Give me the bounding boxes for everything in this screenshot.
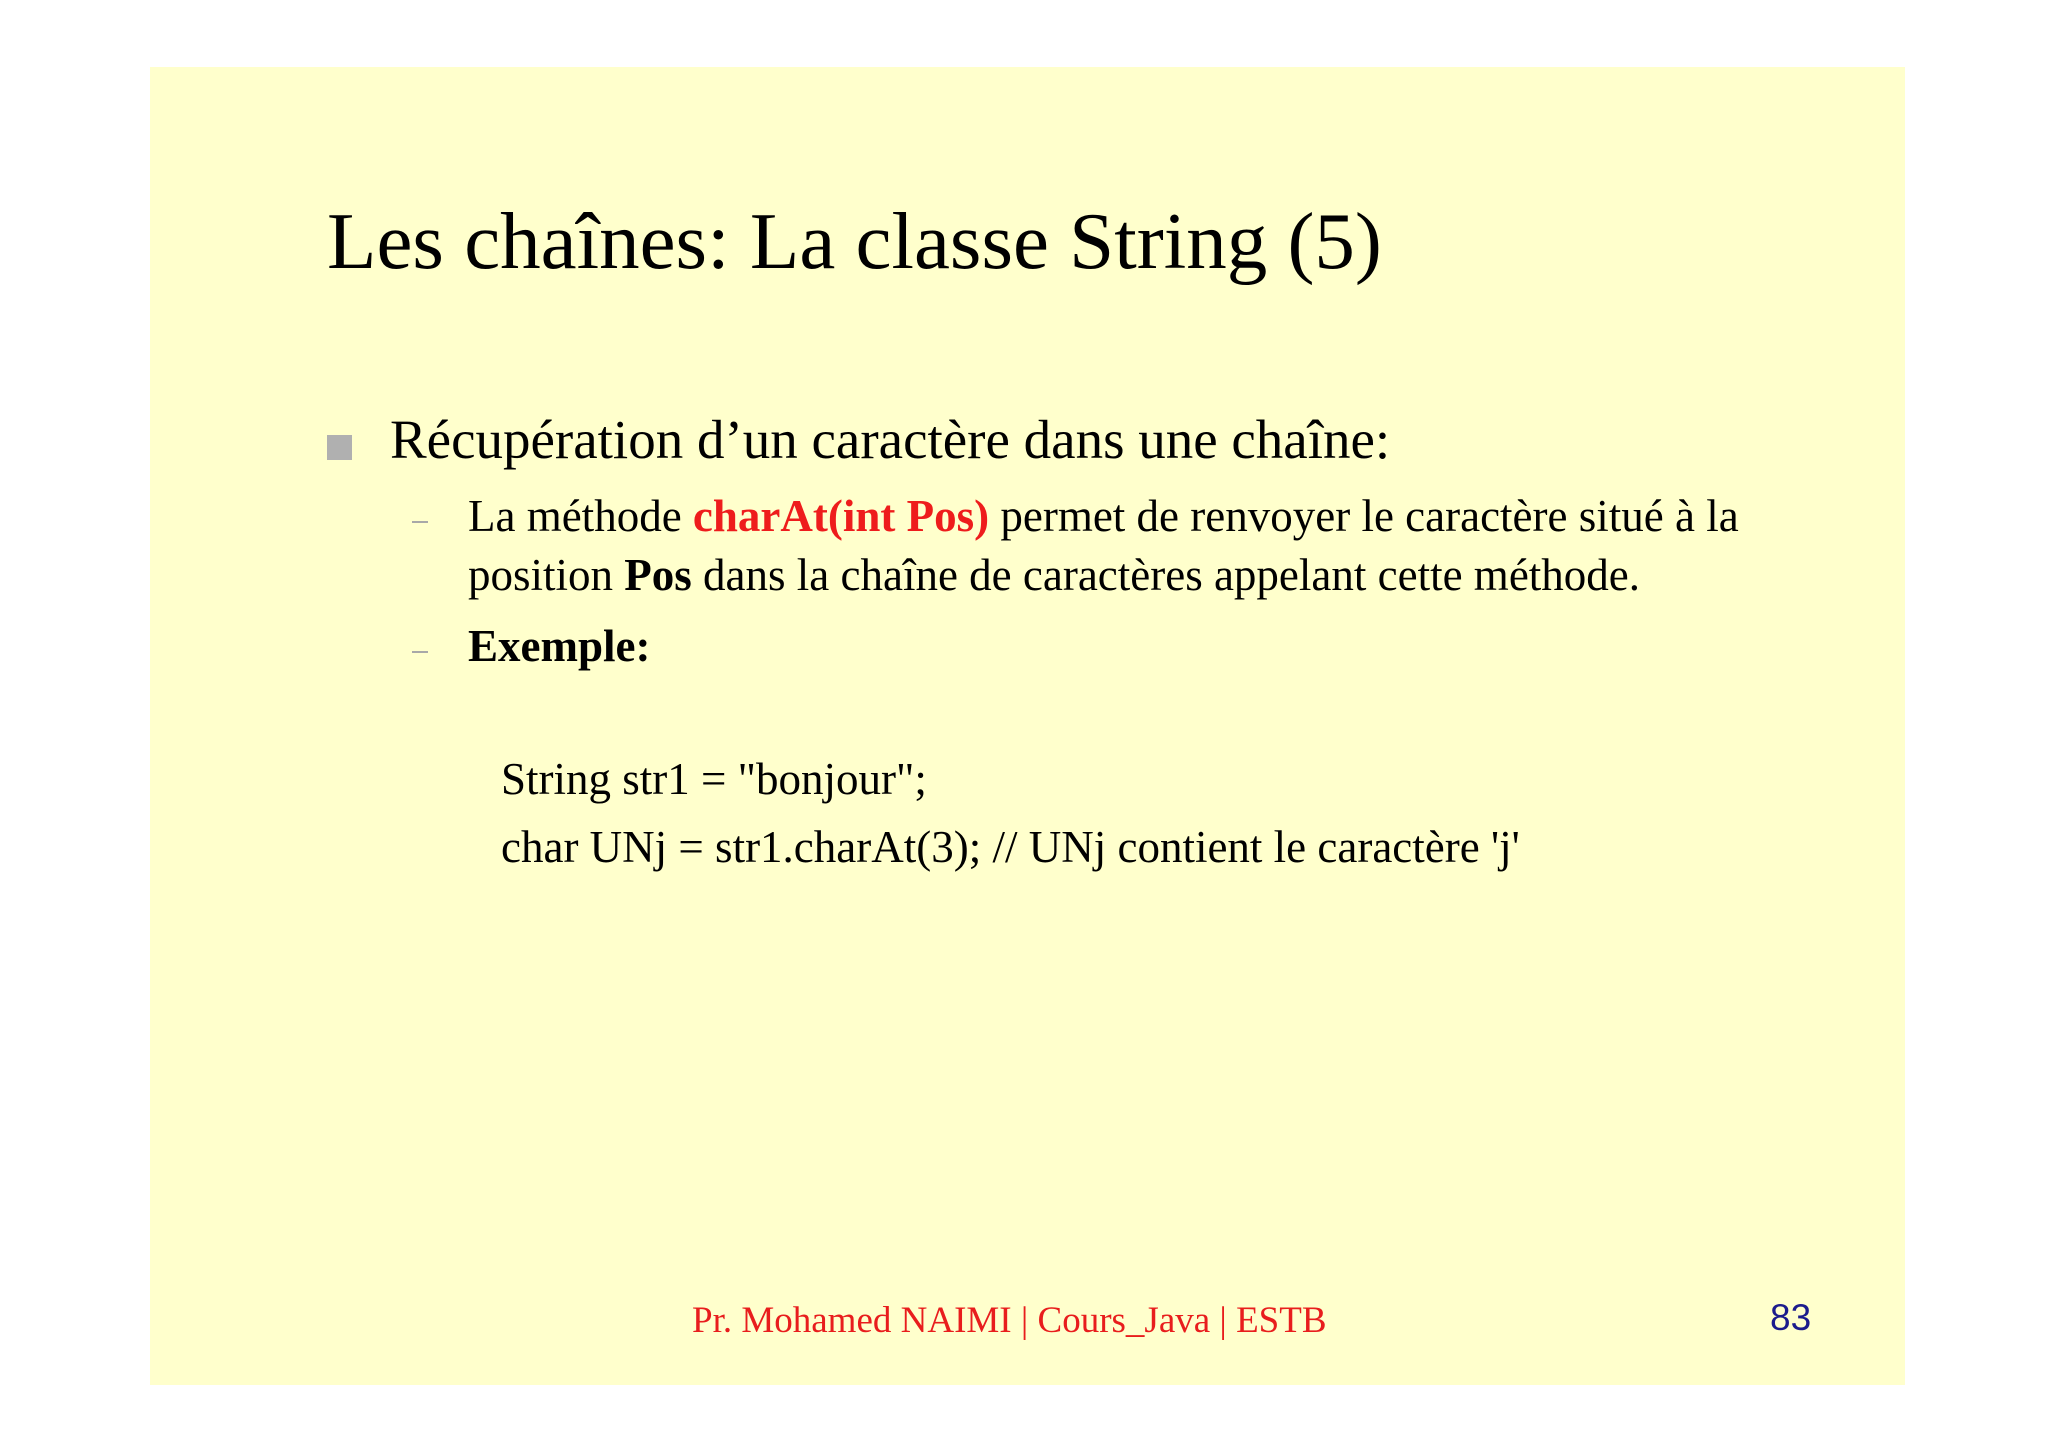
bullet-text: Récupération d’un caractère dans une chaîne:	[390, 409, 1391, 470]
text-middle: permet de renvoyer le caractère situé à la position	[468, 491, 1739, 600]
bullet-item	[327, 407, 1827, 473]
dash-bullet-icon	[412, 651, 428, 653]
param-name: Pos	[624, 550, 692, 600]
code-example	[501, 745, 1520, 881]
slide-footer: Pr. Mohamed NAIMI | Cours_Java | ESTB	[692, 1300, 1327, 1341]
sub-list	[412, 487, 1812, 688]
page-number: 83	[1770, 1297, 1812, 1338]
sub-item-text	[468, 487, 1798, 605]
sub-item-example	[412, 617, 1812, 676]
slide	[150, 67, 1905, 1385]
sub-item-charat	[412, 487, 1812, 605]
code-line-2: char UNj = str1.charAt(3); // UNj contient le caractère 'j'	[501, 822, 1520, 872]
example-label: Exemple:	[468, 621, 651, 671]
text-suffix: dans la chaîne de caractères appelant cette méthode.	[691, 550, 1641, 600]
square-bullet-icon	[327, 435, 352, 460]
dash-bullet-icon	[412, 521, 428, 523]
method-name: charAt(int Pos)	[692, 491, 990, 541]
slide-title: Les chaînes: La classe String (5)	[327, 196, 1382, 286]
code-line-1: String str1 = "bonjour";	[501, 754, 927, 804]
text-prefix: La méthode	[468, 491, 693, 541]
